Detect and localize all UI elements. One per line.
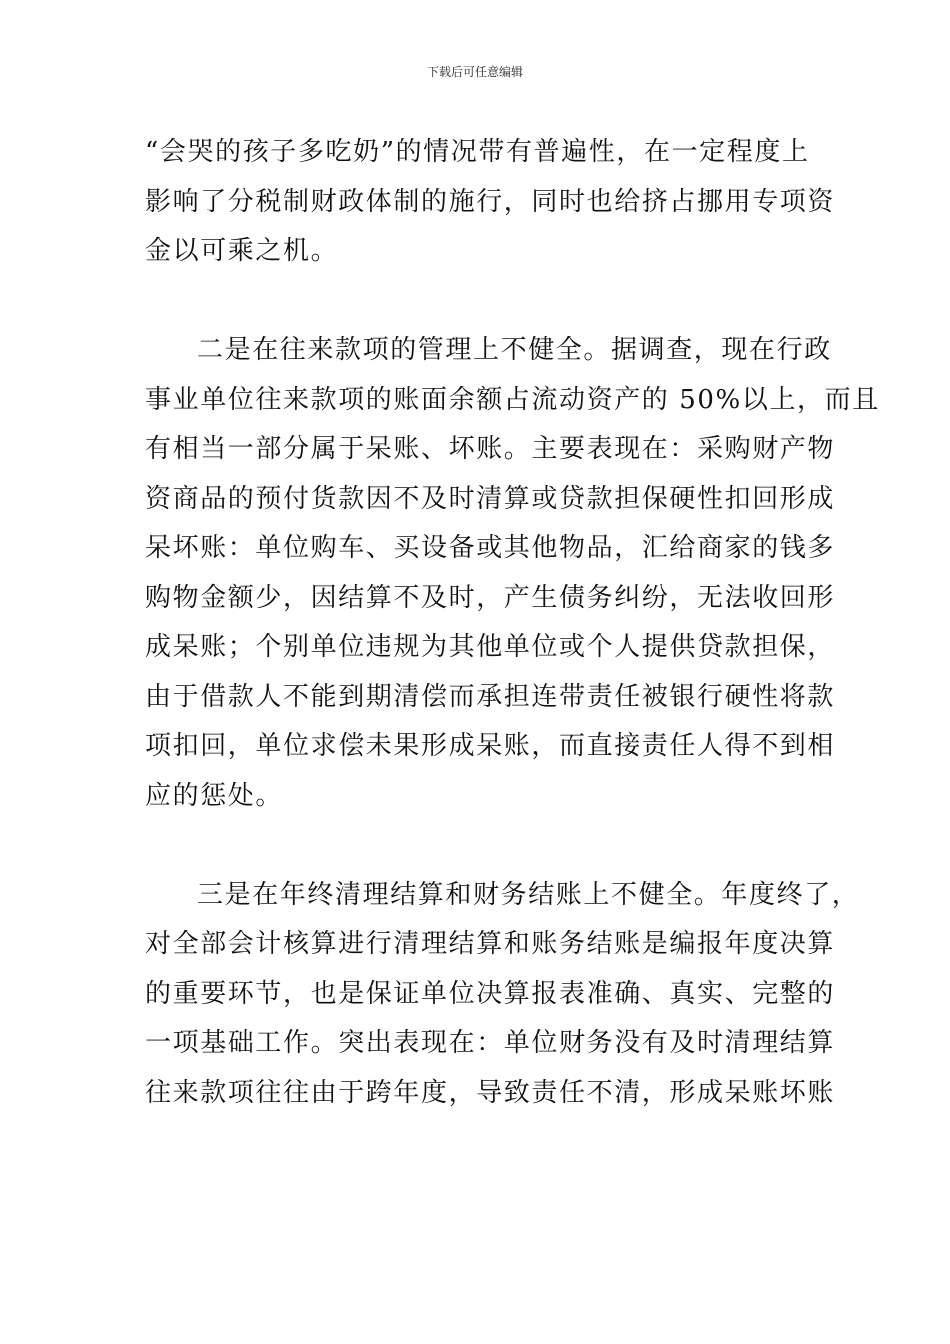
text-line: 成呆账；个别单位违规为其他单位或个人提供贷款担保，	[145, 632, 836, 662]
text-line: 二是在往来款项的管理上不健全。据调查，现在行政	[197, 335, 832, 365]
paragraph-2	[145, 326, 880, 821]
text-line: 购物金额少，因结算不及时，产生债务纠纷，无法收回形	[145, 582, 836, 613]
text-line: 的重要环节，也是保证单位决算报表准确、真实、完整的	[145, 978, 836, 1009]
text-line: 应的惩处。	[145, 780, 284, 811]
text-line: 金以可乘之机。	[145, 236, 339, 266]
text-line: 对全部会计核算进行清理结算和账务结账是编报年度决算	[145, 929, 836, 959]
text-line: 有相当一部分属于呆账、坏账。主要表现在：采购财产物	[145, 434, 836, 464]
text-line: 一项基础工作。突出表现在：单位财务没有及时清理结算	[145, 1028, 836, 1058]
paragraph-3	[145, 871, 860, 1119]
text-line: 影响了分税制财政体制的施行，同时也给挤占挪用专项资	[145, 186, 836, 217]
text-line: 资商品的预付货款因不及时清算或贷款担保硬性扣回形成	[145, 483, 836, 514]
paragraph-spacer	[145, 277, 825, 327]
page-header-note: 下载后可任意编辑	[426, 65, 523, 79]
paragraph-spacer	[145, 821, 825, 871]
text-line: “会哭的孩子多吃奶”的情况带有普遍性，在一定程度上	[145, 137, 810, 167]
text-line: 由于借款人不能到期清偿而承担连带责任被银行硬性将款	[145, 681, 836, 712]
text-line: 呆坏账：单位购车、买设备或其他物品，汇给商家的钱多	[145, 533, 836, 563]
text-line: 往来款项往往由于跨年度，导致责任不清，形成呆账坏账	[145, 1077, 836, 1108]
paragraph-1	[145, 128, 836, 277]
text-line: 三是在年终清理结算和财务结账上不健全。年度终了，	[197, 879, 860, 910]
document-body	[145, 128, 880, 1118]
text-line: 事业单位往来款项的账面余额占流动资产的 50%以上，而且	[145, 384, 880, 415]
text-line: 项扣回，单位求偿未果形成呆账，而直接责任人得不到相	[145, 731, 836, 761]
